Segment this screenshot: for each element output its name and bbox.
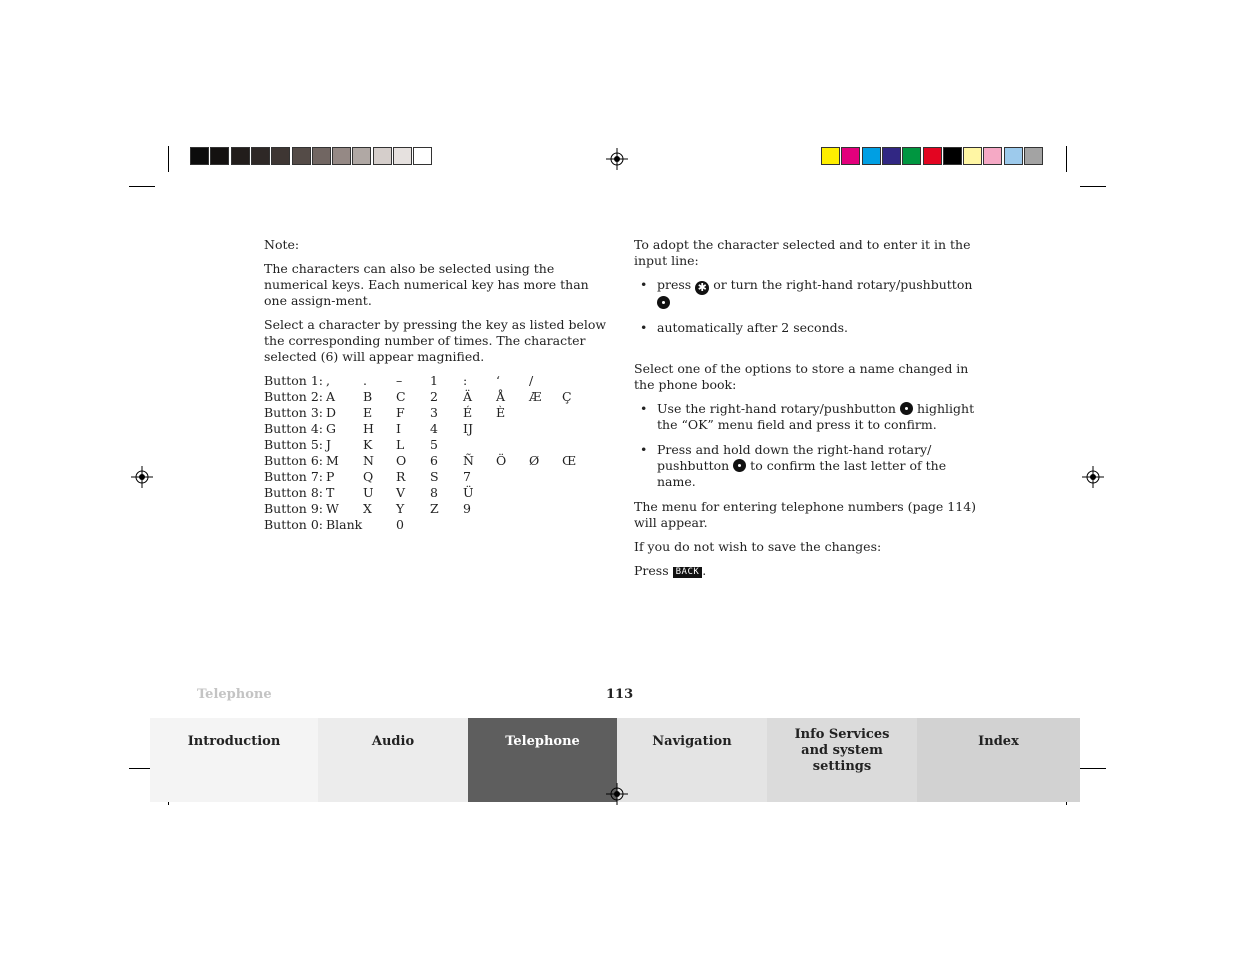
table-row — [264, 501, 582, 517]
key-character: Œ — [562, 453, 577, 468]
key-character — [529, 437, 562, 453]
key-character: Z — [430, 501, 439, 516]
color-swatch — [251, 147, 270, 165]
color-swatch — [231, 147, 250, 165]
crop-mark — [168, 146, 169, 172]
left-column — [264, 237, 614, 533]
key-character: Ñ — [463, 453, 474, 468]
key-character: 0 — [396, 517, 404, 532]
bullet-icon: • — [640, 277, 648, 292]
key-character: N — [363, 453, 374, 468]
key-character: 7 — [463, 469, 471, 484]
key-character: L — [396, 437, 405, 452]
key-character: IJ — [463, 421, 473, 436]
color-swatch — [983, 147, 1002, 165]
bullet-text: press — [657, 277, 692, 292]
key-character — [562, 501, 582, 517]
key-character: Y — [396, 501, 405, 516]
key-character — [463, 437, 496, 453]
instruction-paragraph: Select a character by pressing the key as listed below the corresponding number of times. The character selected (6) will appear magnified. — [264, 317, 607, 364]
adopt-intro: To adopt the character selected and to enter it in the input line: — [634, 237, 971, 268]
key-label: Button 1: — [264, 373, 323, 388]
key-label: Button 6: — [264, 453, 323, 468]
key-character: F — [396, 405, 405, 420]
key-character — [562, 405, 582, 421]
key-character — [529, 421, 562, 437]
key-character — [363, 517, 396, 533]
color-swatch — [190, 147, 209, 165]
key-character — [496, 437, 529, 453]
color-swatch — [373, 147, 392, 165]
key-character: Å — [496, 389, 506, 404]
key-character: / — [529, 373, 534, 388]
select-paragraph: Select one of the options to store a name changed in the phone book: — [634, 361, 969, 392]
tab-introduction[interactable]: Introduction — [150, 718, 318, 802]
key-character: Ö — [496, 453, 507, 468]
table-row — [264, 517, 582, 533]
back-key-icon: BACK — [673, 567, 703, 578]
nosave-paragraph: If you do not wish to save the changes: — [634, 539, 882, 554]
color-swatch — [393, 147, 412, 165]
key-character: 4 — [430, 421, 438, 436]
tab-index[interactable]: Index — [917, 718, 1080, 802]
color-swatch — [352, 147, 371, 165]
table-row — [264, 389, 582, 405]
key-character: 5 — [430, 437, 438, 452]
bullet-text: Use the right-hand rotary/pushbutton — [657, 401, 896, 416]
press-end: . — [702, 563, 707, 578]
key-character: X — [363, 501, 372, 516]
color-swatch — [963, 147, 982, 165]
rotary-pushbutton-icon — [733, 459, 746, 472]
key-character — [529, 517, 562, 533]
list-item — [634, 277, 979, 311]
bullet-icon: • — [640, 401, 648, 416]
color-swatch — [943, 147, 962, 165]
rotary-pushbutton-icon — [900, 402, 913, 415]
registration-mark-icon — [131, 466, 153, 488]
key-character: H — [363, 421, 374, 436]
note-label: Note: — [264, 237, 300, 252]
key-character: 9 — [463, 501, 471, 516]
key-character: T — [326, 485, 335, 500]
key-character — [496, 501, 529, 517]
key-character — [529, 469, 562, 485]
key-character: ‘ — [496, 373, 500, 388]
key-character: P — [326, 469, 335, 484]
key-character: Ü — [463, 485, 474, 500]
color-swatch — [271, 147, 290, 165]
key-label: Button 2: — [264, 389, 323, 404]
page-number: 113 — [606, 687, 634, 702]
key-character — [430, 517, 463, 533]
color-swatch — [841, 147, 860, 165]
key-character — [496, 517, 529, 533]
bullet-text: highlight the “OK” menu field and press it to confirm. — [657, 401, 975, 432]
key-character: D — [326, 405, 337, 420]
table-row — [264, 421, 582, 437]
color-swatch — [413, 147, 432, 165]
rotary-pushbutton-icon — [657, 296, 670, 309]
key-character: O — [396, 453, 407, 468]
key-character: 3 — [430, 405, 438, 420]
table-row — [264, 469, 582, 485]
key-character — [496, 469, 529, 485]
character-key-table — [264, 373, 582, 533]
table-row — [264, 405, 582, 421]
key-character: Ø — [529, 453, 540, 468]
color-swatch — [292, 147, 311, 165]
crop-mark — [1080, 768, 1106, 769]
crop-mark — [129, 186, 155, 187]
key-character: J — [326, 437, 332, 452]
key-character: – — [396, 373, 403, 388]
key-character — [529, 501, 562, 517]
key-character: S — [430, 469, 439, 484]
crop-mark — [1066, 146, 1067, 172]
list-item — [634, 320, 979, 336]
tab-telephone[interactable]: Telephone — [468, 718, 617, 802]
registration-mark-icon — [606, 148, 628, 170]
key-character: U — [363, 485, 374, 500]
color-swatch — [210, 147, 229, 165]
key-character — [562, 517, 582, 533]
bullet-text: Press and hold down the right-hand rotary/ pushbutton — [657, 442, 932, 473]
bullet-text: or turn the right-hand rotary/pushbutton — [713, 277, 973, 292]
key-character: : — [463, 373, 468, 388]
press-label: Press — [634, 563, 669, 578]
color-swatch — [882, 147, 901, 165]
key-character: E — [363, 405, 373, 420]
key-character: . — [363, 373, 367, 388]
crop-mark — [1080, 186, 1106, 187]
color-swatch — [1004, 147, 1023, 165]
key-character: V — [396, 485, 406, 500]
key-label: Button 7: — [264, 469, 323, 484]
bullet-icon: • — [640, 442, 648, 457]
key-character: Ç — [562, 389, 572, 404]
table-row — [264, 485, 582, 501]
menu-paragraph: The menu for entering telephone numbers (page 114) will appear. — [634, 499, 977, 530]
bullet-text: to confirm the last letter of the name. — [657, 458, 947, 489]
color-swatch — [923, 147, 942, 165]
key-label: Button 3: — [264, 405, 323, 420]
table-row — [264, 437, 582, 453]
key-character: W — [326, 501, 339, 516]
color-swatch — [902, 147, 921, 165]
section-footer-label: Telephone — [197, 687, 272, 702]
key-character: É — [463, 405, 473, 420]
table-row — [264, 453, 582, 469]
color-swatch — [312, 147, 331, 165]
key-label: Button 0: — [264, 517, 323, 532]
key-character: Ä — [463, 389, 473, 404]
note-paragraph: The characters can also be selected using the numerical keys. Each numerical key has more than one assign-ment. — [264, 261, 589, 308]
key-character: 8 — [430, 485, 438, 500]
key-character — [562, 469, 582, 485]
color-swatch — [862, 147, 881, 165]
key-label: Button 9: — [264, 501, 323, 516]
bullet-icon: • — [640, 320, 648, 335]
key-character: M — [326, 453, 339, 468]
key-character: G — [326, 421, 336, 436]
key-character — [529, 485, 562, 501]
key-character: K — [363, 437, 373, 452]
key-character: È — [496, 405, 506, 420]
key-label: Button 4: — [264, 421, 323, 436]
right-column — [634, 237, 979, 587]
list-item — [634, 442, 979, 490]
key-character — [463, 517, 496, 533]
key-character — [496, 421, 529, 437]
key-character: A — [326, 389, 336, 404]
key-character: Æ — [529, 389, 542, 404]
key-label: Button 5: — [264, 437, 323, 452]
registration-mark-icon — [606, 783, 628, 805]
key-character — [529, 405, 562, 421]
key-character: 2 — [430, 389, 438, 404]
key-character — [562, 485, 582, 501]
tab-audio[interactable]: Audio — [318, 718, 468, 802]
key-character: Blank — [326, 517, 363, 532]
key-character: , — [326, 373, 330, 388]
key-character: C — [396, 389, 406, 404]
bullet-text: automatically after 2 seconds. — [657, 320, 849, 335]
key-character — [496, 485, 529, 501]
key-character: 1 — [430, 373, 438, 388]
color-swatch — [1024, 147, 1043, 165]
color-swatch — [332, 147, 351, 165]
key-character: I — [396, 421, 401, 436]
key-character — [562, 421, 582, 437]
key-character: 6 — [430, 453, 438, 468]
key-character — [562, 437, 582, 453]
table-row — [264, 373, 582, 389]
press-back-line — [634, 563, 979, 579]
registration-mark-icon — [1082, 466, 1104, 488]
color-swatch — [821, 147, 840, 165]
key-character: R — [396, 469, 406, 484]
key-label: Button 8: — [264, 485, 323, 500]
tab-navigation[interactable]: Navigation — [617, 718, 767, 802]
key-character — [562, 373, 582, 389]
tab-info[interactable]: Info Services and system settings — [767, 718, 917, 802]
star-button-icon: ✱ — [695, 281, 709, 295]
key-character: B — [363, 389, 373, 404]
list-item — [634, 401, 979, 433]
key-character: Q — [363, 469, 374, 484]
